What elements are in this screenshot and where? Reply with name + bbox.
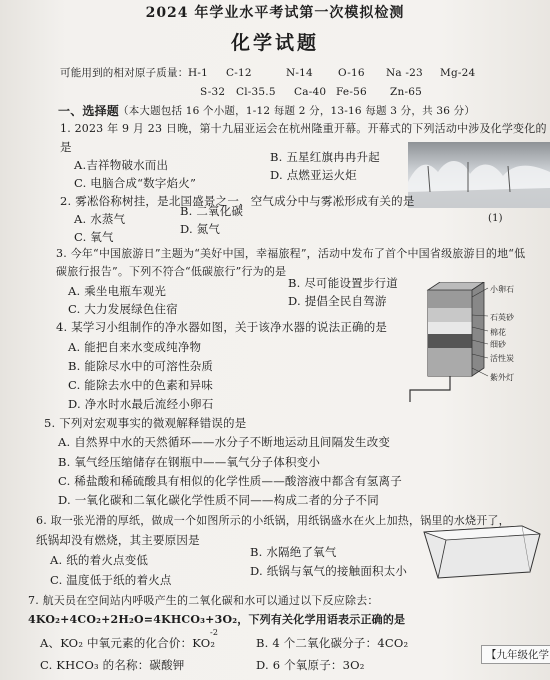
frosted-trees-image — [408, 142, 550, 208]
option-a: A. 纸的着火点变低 — [50, 553, 149, 567]
option-a: A.吉祥物破水而出 — [74, 158, 169, 172]
atomic-mass: Na -23 — [386, 67, 423, 79]
question-stem: 7. 航天员在空间站内呼吸产生的二氧化碳和水可以通过以下反应除去： — [28, 594, 379, 607]
reaction-equation: 4KO₂+4CO₂+2H₂O=4KHCO₃+3O₂，下列有关化学用语表示正确的是 — [28, 613, 406, 626]
option-d: D. 纸锅与氧气的接触面积太小 — [250, 564, 408, 578]
filter-label: 活性炭 — [490, 354, 514, 363]
option-d: D. 一氧化碳和二氧化碳化学性质不同——构成二者的分子不同 — [58, 493, 379, 507]
filter-label: 紫外灯 — [490, 373, 514, 382]
subject-title: 化学试题 — [230, 32, 319, 54]
atomic-mass: N-14 — [286, 67, 313, 79]
option-b: B. 4 个二氧化碳分子：4CO₂ — [256, 636, 409, 650]
option-d: D. 净水时水最后流经小卵石 — [68, 397, 214, 411]
option-c: C. 电脑合成“数字焰火” — [74, 176, 197, 190]
option-d: D. 6 个氧原子：3O₂ — [256, 658, 365, 672]
option-c: C. 稀盐酸和稀硫酸具有相似的化学性质——酸溶液中都含有氢离子 — [58, 474, 402, 488]
option-c: C. 能除去水中的色素和异味 — [68, 378, 213, 392]
question-stem: 碳旅行报告”。下列不符合“低碳旅行”行为的是 — [56, 265, 287, 278]
exam-title: 2024 年学业水平考试第一次模拟检测 — [145, 5, 405, 21]
option-d: D. 提倡全民自驾游 — [288, 294, 387, 308]
question-stem: 3. 今年“中国旅游日”主题为“美好中国，幸福旅程”，活动中发布了首个中国省级旅游目的地“低 — [56, 247, 526, 260]
option-b: B. 五星红旗冉冉升起 — [270, 150, 380, 164]
atomic-mass-label: 可能用到的相对原子质量： — [60, 67, 189, 79]
photo-caption: (1) — [488, 213, 503, 224]
option-c: C. 温度低于纸的着火点 — [50, 573, 172, 587]
question-stem: 5. 下列对宏观事实的微观解释错误的是 — [44, 416, 247, 430]
atomic-mass: Mg-24 — [440, 67, 476, 79]
atomic-mass: Zn-65 — [390, 86, 422, 98]
option-b: B. 尽可能设置步行道 — [288, 276, 398, 290]
rime-photo — [408, 142, 550, 208]
option-a: A. 乘坐电瓶车观光 — [68, 284, 167, 298]
option-d: D. 氮气 — [180, 222, 221, 236]
filter-label: 棉花 — [490, 328, 506, 337]
option-b: B. 能除尽水中的可溶性杂质 — [68, 359, 214, 373]
atomic-mass: Cl-35.5 — [236, 86, 276, 98]
question-stem: 纸锅却没有燃烧，其主要原因是 — [36, 533, 200, 547]
option-a: A. 水蒸气 — [74, 212, 126, 226]
question-stem: 4. 某学习小组制作的净水器如图，关于该净水器的说法正确的是 — [56, 320, 388, 334]
paper-pot-diagram — [418, 518, 550, 590]
question-stem: 6. 取一张光滑的厚纸，做成一个如图所示的小纸锅，用纸锅盛水在火上加热，锅里的水烧开了， — [36, 514, 510, 527]
question-stem: 2. 雾凇俗称树挂，是北国盛景之一，空气成分中与雾凇形成有关的是 — [60, 194, 415, 208]
option-c: C. 氧气 — [74, 230, 114, 244]
option-b: B. 水隔绝了氧气 — [250, 545, 337, 559]
option-a: A、KO₂ 中氧元素的化合价：KO₂ — [40, 636, 216, 650]
section-note: （本大题包括 16 个小题，1-12 每题 2 分，13-16 每题 3 分，共 36 分） — [118, 105, 476, 117]
valence-mark: -2 — [210, 628, 219, 637]
option-c: C. KHCO₃ 的名称：碳酸钾 — [40, 658, 185, 672]
option-b: B. 二氧化碳 — [180, 204, 244, 218]
question-stem: 是 — [60, 140, 72, 154]
atomic-mass: C-12 — [226, 67, 252, 79]
option-b: B. 氧气经压缩储存在钢瓶中——氧气分子体积变小 — [58, 455, 321, 469]
filter-label: 小卵石 — [490, 285, 514, 294]
filter-label: 细砂 — [490, 340, 506, 349]
filter-label: 石英砂 — [490, 313, 514, 322]
option-a: A. 能把自来水变成纯净物 — [68, 340, 202, 354]
option-d: D. 点燃亚运火炬 — [270, 168, 357, 182]
atomic-mass: H-1 — [188, 67, 208, 79]
question-stem: 1. 2023 年 9 月 23 日晚，第十九届亚运会在杭州隆重开幕。开幕式的下列活动中涉及化学变化的 — [60, 122, 547, 135]
atomic-mass: O-16 — [338, 67, 365, 79]
atomic-mass: Fe-56 — [336, 86, 367, 98]
grade-tag: 【九年级化学 — [481, 645, 550, 664]
water-filter-diagram — [400, 282, 550, 406]
option-a: A. 自然界中水的天然循环——水分子不断地运动且间隔发生改变 — [58, 435, 391, 449]
section-heading: 一、选择题 — [58, 104, 120, 118]
atomic-mass: Ca-40 — [294, 86, 327, 98]
atomic-mass: S-32 — [200, 86, 226, 98]
option-c: C. 大力发展绿色住宿 — [68, 302, 178, 316]
